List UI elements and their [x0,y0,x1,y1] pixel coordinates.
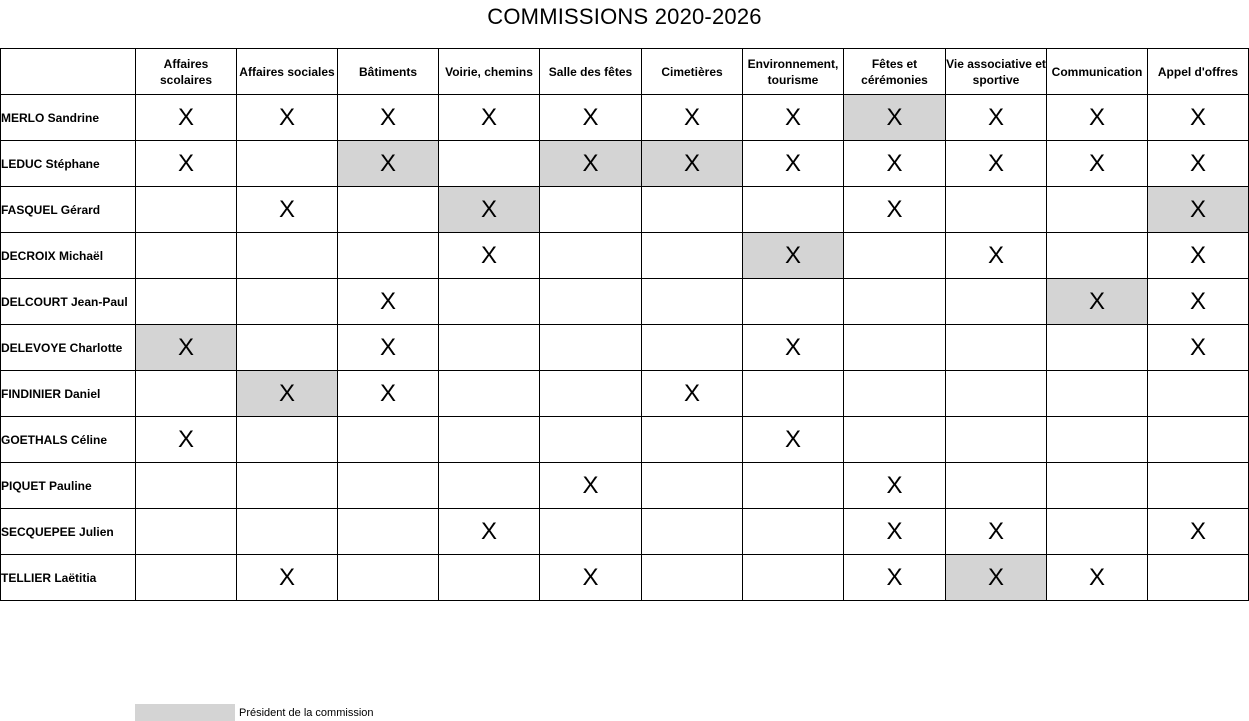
president-cell [1148,187,1249,233]
membership-cell [136,417,237,463]
membership-cell [1047,417,1148,463]
membership-cell [743,509,844,555]
membership-cell [844,463,946,509]
membership-cell [237,555,338,601]
table-row [1,279,1249,325]
membership-cell [338,555,439,601]
membership-mark: X [177,425,194,453]
header-row [1,49,1249,95]
membership-cell [743,187,844,233]
membership-cell [136,555,237,601]
commissions-table [0,48,1249,601]
membership-cell [1148,417,1249,463]
table-row [1,417,1249,463]
table-body [1,95,1249,601]
table-row [1,463,1249,509]
membership-mark: X [683,379,700,407]
table-row [1,371,1249,417]
column-header: Vie associative et sportive [946,49,1047,95]
president-swatch [135,704,235,721]
member-name: FASQUEL Gérard [1,187,136,233]
membership-cell [1047,141,1148,187]
table-row [1,233,1249,279]
membership-cell [540,555,642,601]
membership-mark: X [886,195,903,223]
membership-cell [540,509,642,555]
membership-cell [1148,279,1249,325]
membership-cell [439,371,540,417]
member-name: GOETHALS Céline [1,417,136,463]
membership-cell [743,417,844,463]
membership-mark: X [1189,241,1206,269]
membership-cell [540,325,642,371]
membership-mark: X [278,195,295,223]
membership-cell [1047,325,1148,371]
membership-mark: X [987,149,1004,177]
membership-cell [1148,325,1249,371]
membership-mark: X [278,103,295,131]
membership-cell [1148,509,1249,555]
membership-cell [439,95,540,141]
membership-cell [540,279,642,325]
member-name: LEDUC Stéphane [1,141,136,187]
membership-cell [338,509,439,555]
column-header: Voirie, chemins [439,49,540,95]
table-row [1,141,1249,187]
membership-mark: X [1088,103,1105,131]
membership-cell [136,95,237,141]
column-header: Affaires sociales [237,49,338,95]
membership-cell [338,417,439,463]
membership-cell [844,371,946,417]
membership-mark: X [683,149,700,177]
membership-cell [946,95,1047,141]
president-cell [136,325,237,371]
membership-cell [844,141,946,187]
membership-mark: X [886,471,903,499]
membership-mark: X [582,149,599,177]
membership-cell [844,555,946,601]
membership-cell [540,417,642,463]
membership-cell [338,95,439,141]
membership-cell [237,141,338,187]
member-name: FINDINIER Daniel [1,371,136,417]
membership-cell [642,187,743,233]
membership-cell [743,95,844,141]
membership-cell [844,417,946,463]
membership-mark: X [886,563,903,591]
column-header: Affaires scolaires [136,49,237,95]
membership-cell [1148,95,1249,141]
membership-mark: X [1189,333,1206,361]
membership-cell [642,555,743,601]
membership-cell [439,141,540,187]
membership-cell [1148,141,1249,187]
membership-cell [439,555,540,601]
membership-cell [136,279,237,325]
column-header: Salle des fêtes [540,49,642,95]
membership-cell [844,509,946,555]
membership-cell [743,141,844,187]
membership-mark: X [784,425,801,453]
member-name: DECROIX Michaël [1,233,136,279]
membership-mark: X [784,149,801,177]
membership-cell [439,509,540,555]
membership-cell [1047,233,1148,279]
membership-mark: X [480,103,497,131]
membership-cell [844,325,946,371]
membership-cell [439,325,540,371]
corner-cell [1,49,136,95]
membership-mark: X [784,333,801,361]
column-header: Environnement, tourisme [743,49,844,95]
membership-cell [237,463,338,509]
membership-mark: X [784,241,801,269]
membership-mark: X [1189,103,1206,131]
membership-mark: X [1189,149,1206,177]
membership-mark: X [784,103,801,131]
table-row [1,555,1249,601]
membership-cell [743,325,844,371]
membership-mark: X [987,241,1004,269]
membership-mark: X [582,563,599,591]
column-header: Communication [1047,49,1148,95]
membership-cell [439,279,540,325]
membership-cell [642,509,743,555]
membership-mark: X [379,287,396,315]
membership-cell [642,233,743,279]
membership-cell [237,279,338,325]
membership-cell [1047,187,1148,233]
membership-cell [1047,555,1148,601]
membership-cell [237,417,338,463]
member-name: MERLO Sandrine [1,95,136,141]
membership-cell [642,279,743,325]
membership-cell [338,371,439,417]
president-cell [439,187,540,233]
membership-cell [237,325,338,371]
legend [135,704,374,721]
membership-cell [338,187,439,233]
membership-mark: X [480,517,497,545]
membership-cell [743,463,844,509]
membership-cell [136,141,237,187]
membership-cell [743,371,844,417]
membership-cell [1047,95,1148,141]
membership-cell [743,279,844,325]
membership-cell [946,417,1047,463]
membership-cell [946,187,1047,233]
membership-mark: X [379,149,396,177]
membership-cell [1047,509,1148,555]
membership-cell [1148,463,1249,509]
membership-cell [946,463,1047,509]
membership-cell [844,233,946,279]
member-name: PIQUET Pauline [1,463,136,509]
column-header: Bâtiments [338,49,439,95]
membership-cell [540,371,642,417]
membership-mark: X [582,471,599,499]
membership-cell [1047,371,1148,417]
membership-cell [338,463,439,509]
membership-cell [946,279,1047,325]
president-cell [237,371,338,417]
membership-cell [1148,555,1249,601]
membership-mark: X [379,333,396,361]
membership-cell [237,187,338,233]
membership-cell [1047,463,1148,509]
membership-cell [1148,371,1249,417]
membership-cell [540,95,642,141]
membership-mark: X [886,517,903,545]
member-name: DELEVOYE Charlotte [1,325,136,371]
membership-cell [338,233,439,279]
membership-cell [540,187,642,233]
membership-cell [237,95,338,141]
membership-cell [642,325,743,371]
membership-cell [642,463,743,509]
membership-cell [338,325,439,371]
president-cell [540,141,642,187]
membership-cell [844,279,946,325]
page-title: COMMISSIONS 2020-2026 [487,4,762,29]
membership-mark: X [1189,195,1206,223]
membership-cell [540,233,642,279]
membership-cell [946,509,1047,555]
membership-cell [136,187,237,233]
membership-mark: X [1189,287,1206,315]
membership-cell [338,279,439,325]
membership-cell [946,371,1047,417]
table-row [1,95,1249,141]
table-row [1,509,1249,555]
president-cell [338,141,439,187]
membership-mark: X [1088,287,1105,315]
membership-mark: X [177,149,194,177]
membership-mark: X [1088,563,1105,591]
membership-mark: X [987,517,1004,545]
membership-mark: X [278,563,295,591]
membership-cell [946,325,1047,371]
president-cell [1047,279,1148,325]
member-name: SECQUEPEE Julien [1,509,136,555]
membership-mark: X [379,103,396,131]
membership-cell [1148,233,1249,279]
membership-cell [136,463,237,509]
president-cell [844,95,946,141]
membership-mark: X [278,379,295,407]
membership-mark: X [1189,517,1206,545]
membership-mark: X [480,241,497,269]
membership-cell [642,95,743,141]
president-cell [743,233,844,279]
membership-cell [946,233,1047,279]
table-row [1,325,1249,371]
membership-cell [540,463,642,509]
membership-mark: X [379,379,396,407]
column-header: Fêtes et cérémonies [844,49,946,95]
member-name: DELCOURT Jean-Paul [1,279,136,325]
membership-cell [743,555,844,601]
column-header: Cimetières [642,49,743,95]
table-row [1,187,1249,233]
membership-cell [439,463,540,509]
membership-cell [642,417,743,463]
column-header: Appel d'offres [1148,49,1249,95]
membership-cell [136,509,237,555]
membership-cell [946,141,1047,187]
legend-label: Président de la commission [239,706,374,719]
membership-mark: X [987,563,1004,591]
membership-mark: X [886,103,903,131]
membership-mark: X [1088,149,1105,177]
president-cell [946,555,1047,601]
membership-mark: X [886,149,903,177]
membership-cell [237,233,338,279]
membership-cell [136,233,237,279]
membership-mark: X [987,103,1004,131]
membership-cell [439,233,540,279]
membership-cell [439,417,540,463]
membership-mark: X [683,103,700,131]
membership-cell [642,371,743,417]
membership-mark: X [177,333,194,361]
president-cell [642,141,743,187]
membership-cell [136,371,237,417]
membership-mark: X [177,103,194,131]
membership-cell [237,509,338,555]
member-name: TELLIER Laëtitia [1,555,136,601]
membership-mark: X [582,103,599,131]
membership-mark: X [480,195,497,223]
membership-cell [844,187,946,233]
